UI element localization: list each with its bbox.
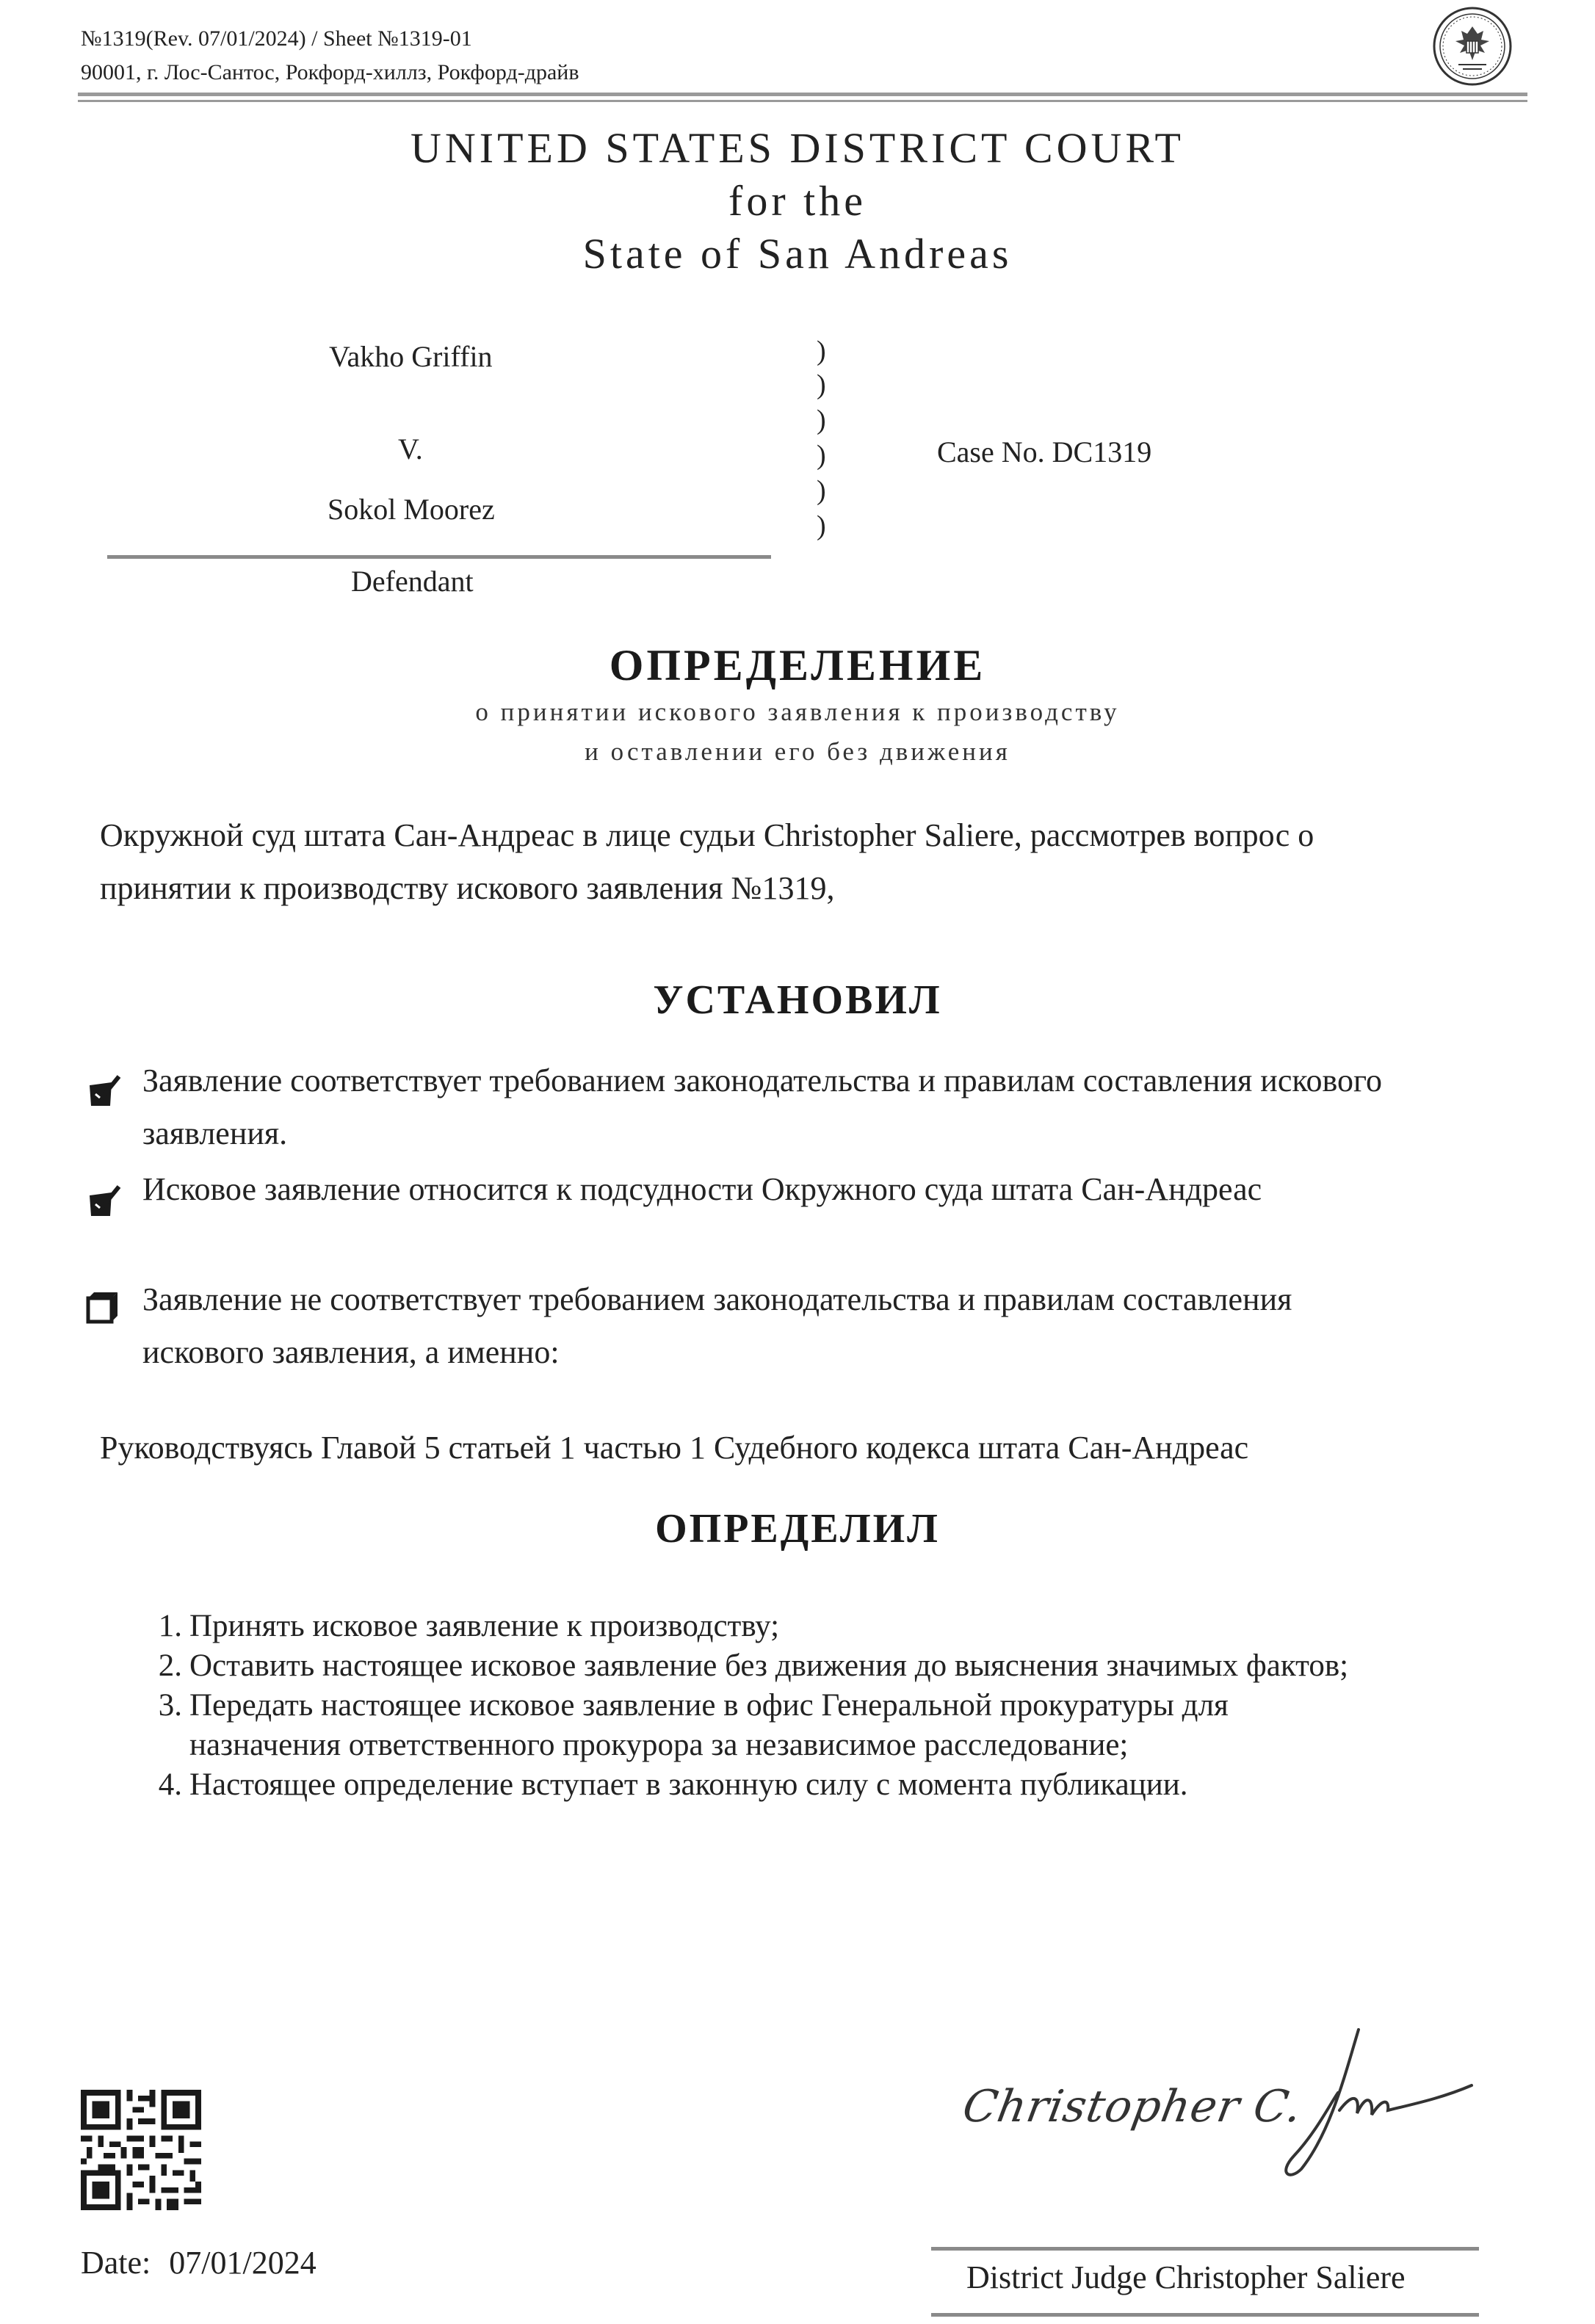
list-item-text: Оставить настоящее исковое заявление без движения до выяснения значимых фактов; (189, 1648, 1349, 1683)
defendant-label: Defendant (351, 565, 474, 598)
list-item (144, 1607, 779, 1646)
judge-signature (958, 2066, 1478, 2154)
document-title: ОПРЕДЕЛЕНИЕ (609, 641, 986, 689)
established-item-3-line1: Заявление не соответствует требованием законодательства и правилам составления (142, 1281, 1292, 1317)
list-item-number: 3. (158, 1688, 182, 1723)
caption-paren: ) (817, 369, 826, 400)
court-title-line1: UNITED STATES DISTRICT COURT (410, 124, 1185, 172)
caption-paren: ) (817, 475, 826, 506)
caption-paren: ) (817, 336, 826, 366)
signature-text: Christopher C. (958, 2081, 1306, 2132)
header-rule-top (78, 93, 1527, 96)
list-item-text: Принять исковое заявление к производству; (189, 1609, 780, 1643)
qr-code-icon (81, 2090, 201, 2210)
case-number: Case No. DC1319 (937, 435, 1152, 468)
court-address: 90001, г. Лос-Сантос, Рокфорд-хиллз, Рокфорд-драйв (81, 60, 579, 84)
list-item-text: Настоящее определение вступает в законную силу с момента публикации. (189, 1767, 1188, 1802)
form-number: №1319(Rev. 07/01/2024) / Sheet №1319-01 (81, 26, 472, 51)
list-item (144, 1686, 1229, 1726)
list-item-number: 1. (158, 1609, 182, 1643)
established-item-3-line2: искового заявления, а именно: (142, 1334, 560, 1370)
legal-basis: Руководствуясь Главой 5 статьей 1 частью 1 Судебного кодекса штата Сан-Андреас (100, 1430, 1249, 1466)
defendant-name: Sokol Moorez (328, 493, 495, 526)
versus-label: V. (398, 432, 423, 466)
caption-rule (107, 555, 771, 559)
court-seal-icon (1432, 6, 1513, 87)
date-row (81, 2244, 317, 2281)
intro-line1: Окружной суд штата Сан-Андреас в лице судьи Christopher Saliere, рассмотрев вопрос о (100, 817, 1314, 853)
checked-box-icon (87, 1074, 122, 1109)
established-item-1-line1: Заявление соответствует требованием законодательства и правилам составления искового (142, 1063, 1382, 1098)
intro-line2: принятии к производству искового заявления №1319, (100, 870, 835, 906)
list-item-text: Передать настоящее исковое заявление в офис Генеральной прокуратуры для (189, 1688, 1229, 1723)
caption-paren: ) (817, 405, 826, 435)
caption-paren: ) (817, 440, 826, 471)
list-item (144, 1646, 1348, 1686)
document-subtitle-line1: о принятии искового заявления к производству (475, 698, 1120, 726)
date-value: 07/01/2024 (169, 2245, 317, 2281)
header-rule-bottom (78, 100, 1527, 102)
plaintiff-name: Vakho Griffin (329, 340, 493, 373)
established-item-2-line1: Исковое заявление относится к подсудности Окружного суда штата Сан-Андреас (142, 1171, 1262, 1207)
signature-rule-bottom (931, 2313, 1479, 2317)
established-item-1-line2: заявления. (142, 1115, 288, 1151)
signature-rule-top (931, 2247, 1479, 2251)
decision-list (144, 1607, 1539, 1812)
signature-flourish (1272, 2022, 1478, 2191)
judge-title: District Judge Christopher Saliere (966, 2259, 1406, 2295)
unchecked-box-icon (84, 1289, 119, 1325)
document-subtitle-line2: и оставлении его без движения (585, 737, 1010, 766)
established-heading: УСТАНОВИЛ (653, 977, 942, 1023)
decided-heading: ОПРЕДЕЛИЛ (655, 1506, 940, 1552)
court-title-line2: for the (728, 177, 867, 225)
caption-paren: ) (817, 510, 826, 541)
list-item-number: 4. (158, 1767, 182, 1802)
list-item-continuation: назначения ответственного прокурора за независимое расследование; (189, 1728, 1129, 1762)
list-item-number: 2. (158, 1648, 182, 1683)
list-item (144, 1765, 1187, 1805)
checked-box-icon (87, 1184, 122, 1219)
date-label: Date: (81, 2245, 151, 2281)
court-title-line3: State of San Andreas (582, 230, 1013, 278)
